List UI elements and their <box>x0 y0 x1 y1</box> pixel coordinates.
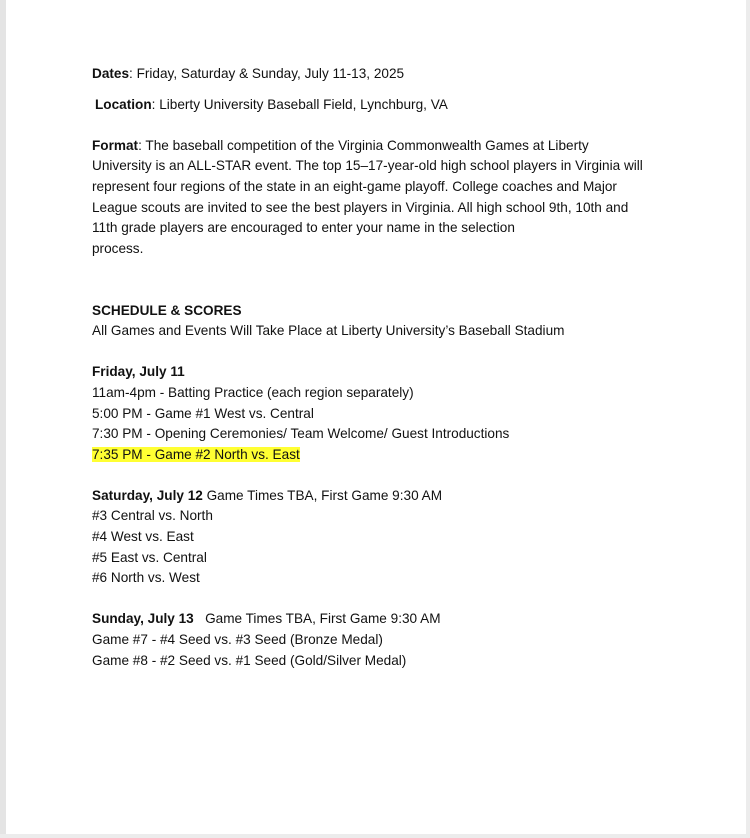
format-line-4: League scouts are invited to see the best players in Virginia. All high school 9th, 10th and <box>92 199 629 215</box>
highlighted-text: 7:35 PM - Game #2 North vs. East <box>92 446 300 462</box>
spacer <box>92 280 672 301</box>
saturday-item-3: #5 East vs. Central <box>92 549 207 565</box>
friday-item-3: 7:30 PM - Opening Ceremonies/ Team Welcome/ Guest Introductions <box>92 426 510 442</box>
saturday-note: Game Times TBA, First Game 9:30 AM <box>202 487 443 503</box>
document-content <box>92 64 672 671</box>
spacer <box>92 342 672 363</box>
saturday-item-4: #6 North vs. West <box>92 570 200 586</box>
dates-label: Dates <box>92 66 130 81</box>
format-line-1 <box>92 136 672 157</box>
location-value: : Liberty University Baseball Field, Lynchburg, VA <box>151 96 448 112</box>
spacer <box>92 589 672 610</box>
dates-line <box>92 64 672 85</box>
sunday-note: Game Times TBA, First Game 9:30 AM <box>193 611 441 627</box>
sunday-item-1: Game #7 - #4 Seed vs. #3 Seed (Bronze Medal) <box>92 632 383 648</box>
format-line-5: 11th grade players are encouraged to enter your name in the selection <box>92 220 515 236</box>
spacer <box>92 465 672 486</box>
dates-value: : Friday, Saturday & Sunday, July 11-13, 2025 <box>129 66 405 81</box>
schedule-subheading: All Games and Events Will Take Place at Liberty University’s Baseball Stadium <box>92 323 565 339</box>
saturday-item-2: #4 West vs. East <box>92 529 194 545</box>
location-label: Location <box>95 96 152 112</box>
friday-item-4-highlighted <box>92 445 672 466</box>
format-line-3: represent four regions of the state in an eight-game playoff. College coaches and Major <box>92 178 617 194</box>
friday-item-2: 5:00 PM - Game #1 West vs. Central <box>92 405 314 421</box>
sunday-item-2: Game #8 - #2 Seed vs. #1 Seed (Gold/Silver Medal) <box>92 652 407 668</box>
sunday-title-line <box>92 609 672 630</box>
page-bottom-edge <box>0 834 750 838</box>
page-right-edge <box>746 0 750 838</box>
saturday-item-1: #3 Central vs. North <box>92 508 213 524</box>
location-line <box>92 95 672 116</box>
friday-title: Friday, July 11 <box>92 364 185 380</box>
format-line-6: process. <box>92 240 144 256</box>
format-label: Format <box>92 137 139 153</box>
sunday-title: Sunday, July 13 <box>92 611 194 627</box>
schedule-heading: SCHEDULE & SCORES <box>92 302 242 318</box>
spacer <box>92 115 672 136</box>
format-text-1: : The baseball competition of the Virginia Commonwealth Games at Liberty <box>138 137 589 153</box>
friday-item-1: 11am-4pm - Batting Practice (each region separately) <box>92 384 414 400</box>
format-line-2: University is an ALL-STAR event. The top 15–17-year-old high school players in Virginia will <box>92 158 643 174</box>
page-left-edge <box>0 0 6 838</box>
spacer <box>92 259 672 280</box>
saturday-title: Saturday, July 12 <box>92 487 203 503</box>
saturday-title-line <box>92 486 672 507</box>
